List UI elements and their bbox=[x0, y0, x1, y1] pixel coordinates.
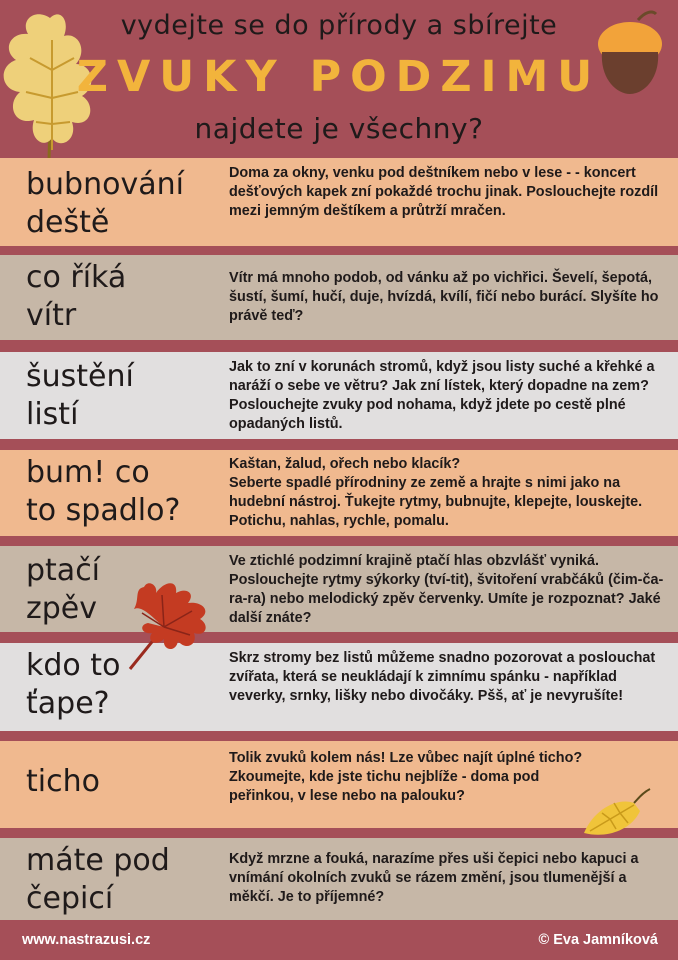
section-animals bbox=[0, 643, 678, 731]
section-text: Když mrzne a fouká, narazíme přes uši čepici nebo kapuci a vnímání okolních zvuků se rázem změní, jsou tlumenější a měkčí. Je to příjemné? bbox=[229, 851, 639, 905]
section-text: Jak to zní v korunách stromů, když jsou listy suché a křehké a naráží o sebe ve větru? Jak zní lístek, který dopadne na zem? Poslouchejte zvuky pod nohama, když jdete po cestě plné opadaných listů. bbox=[229, 359, 655, 432]
section-text: Doma za okny, venku pod deštníkem nebo v lese - - koncert dešťových kapek zní pokaždé trochu jinak. Poslouchejte rozdíl mezi jemným deštíkem a průtrží mračen. bbox=[229, 165, 659, 219]
section-title: ptačí zpěv bbox=[26, 553, 101, 626]
section-title: co říká vítr bbox=[26, 260, 127, 333]
section-text: Skrz stromy bez listů můžeme snadno pozorovat a poslouchat zvířata, která se neukládají k zimnímu spánku - například veverky, srnky, lišky nebo divočáky. Pšš, ať je nevyrušíte! bbox=[229, 650, 656, 704]
section-wind bbox=[0, 255, 678, 340]
maple-leaf-icon bbox=[112, 575, 220, 675]
section-title: kdo to ťape? bbox=[26, 648, 121, 721]
section-title: šustění listí bbox=[26, 359, 134, 432]
header-title: ZVUKY PODZIMU bbox=[76, 52, 602, 102]
footer-author: © Eva Jamníková bbox=[538, 932, 658, 948]
section-rain bbox=[0, 158, 678, 246]
section-birdsong bbox=[0, 546, 678, 632]
footer-website-link[interactable]: www.nastrazusi.cz bbox=[22, 932, 151, 948]
section-text: Ve ztichlé podzimní krajině ptačí hlas obzvlášť vyniká. Poslouchejte rytmy sýkorky (tví-tit), švitoření vrabčáků (čim-ča-ra-ra) nebo melodický zpěv červenky. Umíte je rozpoznat? Jaké další znáte? bbox=[229, 553, 664, 626]
section-title: bum! co to spadlo? bbox=[26, 455, 181, 528]
section-leaves bbox=[0, 352, 678, 439]
header bbox=[0, 0, 678, 158]
section-text: Tolik zvuků kolem nás! Lze vůbec najít úplné ticho? Zkoumejte, kde jste tichu nejblíže - doma pod peřinkou, v lese nebo na palouku? bbox=[229, 750, 583, 804]
section-silence bbox=[0, 741, 678, 828]
section-title: bubnování deště bbox=[26, 167, 184, 240]
section-text: Vítr má mnoho podob, od vánku až po vichřici. Ševelí, šepotá, šustí, šumí, hučí, duje, hvízdá, kvílí, fičí nebo burácí. Slyšíte ho právě teď? bbox=[229, 270, 659, 324]
yellow-leaf-icon bbox=[580, 785, 655, 840]
acorn-icon bbox=[590, 8, 670, 98]
section-title: máte pod čepicí bbox=[26, 843, 170, 916]
section-text: Kaštan, žalud, ořech nebo klacík? Seberte spadlé přírodniny ze země a hrajte s nimi jako na hudební nástroj. Ťukejte rytmy, bubnujte, klepejte, louskejte. Potichu, nahlas, rychle, pomalu. bbox=[229, 456, 643, 529]
section-under-cap bbox=[0, 838, 678, 920]
header-line-1: vydejte se do přírody a sbírejte bbox=[120, 10, 558, 41]
header-line-3: najdete je všechny? bbox=[194, 112, 484, 145]
section-title: ticho bbox=[26, 764, 100, 799]
section-fallen-things bbox=[0, 450, 678, 536]
